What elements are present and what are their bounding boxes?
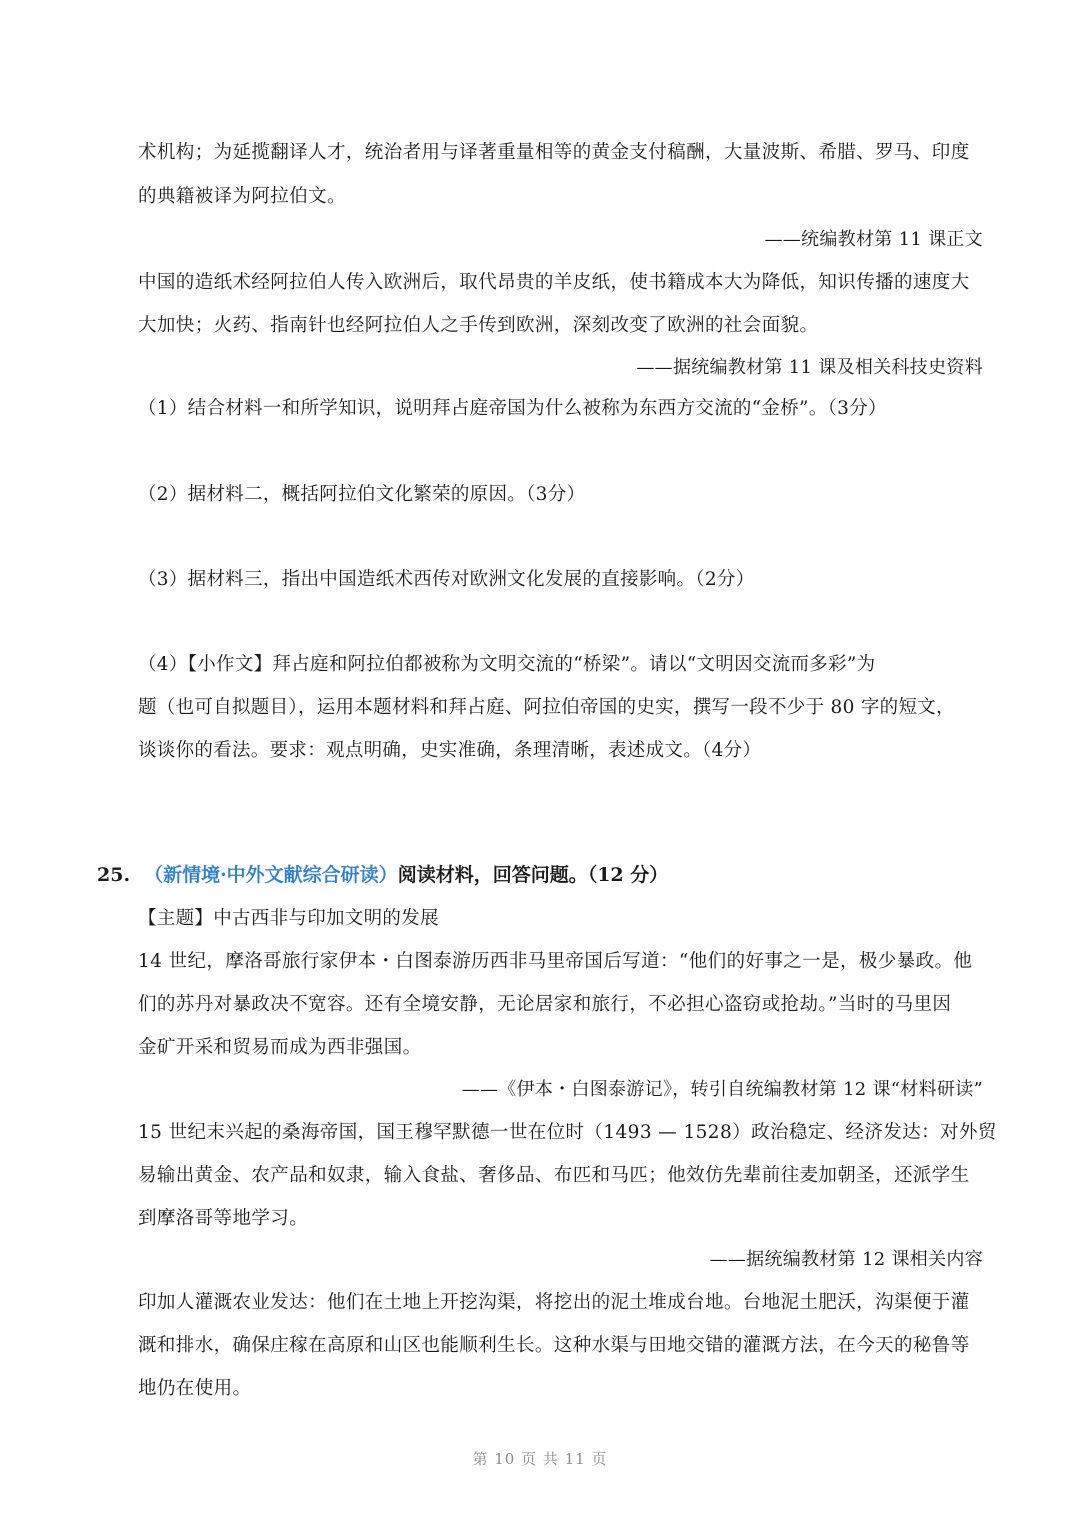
question-25-heading <box>97 860 668 887</box>
page-number-footer: 第 10 页 共 11 页 <box>472 1450 608 1468</box>
question-4-line: 题（也可自拟题目），运用本题材料和拜占庭、阿拉伯帝国的史实，撰写一段不少于 80 字的短文， <box>138 697 955 718</box>
question-4-line: 谈谈你的看法。要求：观点明确，史实准确，条理清晰，表述成文。（4分） <box>138 740 762 761</box>
passage-line: 大加快；火药、指南针也经阿拉伯人之手传到欧洲，深刻改变了欧洲的社会面貌。 <box>138 315 819 336</box>
question-3: （3）据材料三，指出中国造纸术西传对欧洲文化发展的直接影响。（2分） <box>138 569 755 590</box>
passage-line: 中国的造纸术经阿拉伯人传入欧洲后，取代昂贵的羊皮纸，使书籍成本大为降低，知识传播的速度大 <box>138 272 970 293</box>
source-citation: ——统编教材第 11 课正文 <box>764 229 983 250</box>
source-citation: ——据统编教材第 12 课相关内容 <box>709 1249 983 1270</box>
question-4-line: （4）【小作文】拜占庭和阿拉伯都被称为文明交流的“桥梁”。请以“文明因交流而多彩”为 <box>138 654 876 675</box>
source-citation: ——《伊本・白图泰游记》，转引自统编教材第 12 课“材料研读” <box>461 1079 983 1100</box>
passage-line: 地仍在使用。 <box>138 1378 252 1399</box>
source-citation: ——据统编教材第 11 课及相关科技史资料 <box>636 357 983 378</box>
question-number: 25. <box>97 864 131 886</box>
passage-line: 溉和排水，确保庄稼在高原和山区也能顺利生长。这种水渠与田地交错的灌溉方法，在今天的秘鲁等 <box>138 1335 970 1356</box>
passage-line: 15 世纪末兴起的桑海帝国，国王穆罕默德一世在位时（1493 — 1528）政治稳定、经济发达：对外贸 <box>138 1122 997 1143</box>
passage-line: 印加人灌溉农业发达：他们在土地上开挖沟渠，将挖出的泥土堆成台地。台地泥土肥沃，沟渠便于灌 <box>138 1292 970 1313</box>
question-2: （2）据材料二，概括阿拉伯文化繁荣的原因。（3分） <box>138 484 586 505</box>
context-tag: （新情境·中外文献综合研读） <box>144 864 398 886</box>
passage-line: 到摩洛哥等地学习。 <box>138 1208 309 1229</box>
passage-line: 的典籍被译为阿拉伯文。 <box>138 186 346 207</box>
passage-line: 们的苏丹对暴政决不宽容。还有全境安静，无论居家和旅行，不必担心盗窃或抢劫。”当时的马里因 <box>138 994 952 1015</box>
passage-line: 易输出黄金、农产品和奴隶，输入食盐、奢侈品、布匹和马匹；他效仿先辈前往麦加朝圣，还派学生 <box>138 1165 970 1186</box>
passage-line: 14 世纪，摩洛哥旅行家伊本・白图泰游历西非马里帝国后写道：“他们的好事之一是，极少暴政。他 <box>138 951 973 972</box>
question-1: （1）结合材料一和所学知识，说明拜占庭帝国为什么被称为东西方交流的“金桥”。（3分） <box>138 398 887 419</box>
theme-line: 【主题】中古西非与印加文明的发展 <box>138 908 439 929</box>
question-title: 阅读材料，回答问题。（12 分） <box>397 864 669 886</box>
passage-line: 术机构；为延揽翻译人才，统治者用与译著重量相等的黄金支付稿酬，大量波斯、希腊、罗马、印度 <box>138 142 970 163</box>
passage-line: 金矿开采和贸易而成为西非强国。 <box>138 1037 422 1058</box>
